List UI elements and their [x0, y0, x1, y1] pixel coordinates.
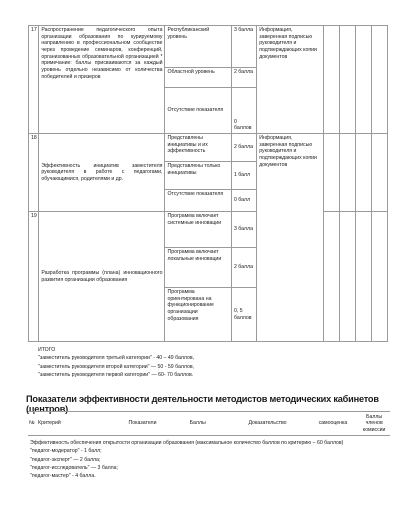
methodist-table-header [28, 411, 390, 436]
indicator-score: 3 балла [231, 26, 256, 68]
row-number: 18 [29, 134, 39, 212]
list-item: "педагог-исследователь" — 3 балла; [30, 464, 118, 471]
empty-cell [323, 26, 339, 134]
indicator-score: 2 балла [231, 68, 256, 88]
row-number: 19 [29, 212, 39, 342]
indicator-score: 1 балл [231, 162, 256, 190]
indicator-label: Отсутствие показателя [165, 88, 232, 134]
empty-cell [355, 212, 371, 342]
indicator-label: Отсутствие показателя [165, 190, 232, 212]
criteria-table [28, 25, 388, 342]
total-summary [38, 346, 378, 379]
indicator-score: 0 балл [231, 190, 256, 212]
indicator-label: Программа ориентирована на функционирование организации образования [165, 288, 232, 342]
total-line: "заместитель руководителя второй категории" — 50 - 59 баллов, [38, 363, 195, 370]
empty-cell [355, 134, 371, 212]
table-row [29, 26, 388, 68]
evidence-cell: Информация, заверенная подписью руководителя и подтверждающих копии документов [257, 26, 324, 134]
header-indicators: Показатели [128, 412, 189, 436]
empty-cell [339, 212, 355, 342]
empty-cell [339, 134, 355, 212]
table-header-row [28, 412, 390, 436]
list-item: "педагог-мастер" - 4 балла. [30, 473, 96, 480]
empty-cell [339, 26, 355, 134]
header-commission-points: Баллы членов комиссии [358, 412, 390, 436]
indicator-label: Программа включает локальные инновации [165, 248, 232, 288]
criterion-description: Разработка программы (плана) инновационного развития организации образования [39, 212, 165, 342]
header-points: Баллы [189, 412, 248, 436]
list-item: "педагог-модератор" - 1 балл; [30, 448, 102, 455]
indicator-label: Представлены только инициативы [165, 162, 232, 190]
indicator-label: Программа включает системные инновации [165, 212, 232, 248]
openness-section [30, 439, 390, 481]
header-evidence: Доказательство [247, 412, 317, 436]
table-row [29, 212, 388, 248]
row-number: 17 [29, 26, 39, 134]
list-item: "педагог-эксперт" — 2 балла; [30, 456, 101, 463]
table-row [29, 134, 388, 162]
header-criterion: Критерий [37, 412, 128, 436]
criterion-description: Эффективность инициатив заместителя руководителя в работе с педагогами, обучающимися, родителями и др. [39, 134, 165, 212]
total-line: "заместитель руководителя первой категории" — 60- 70 баллов. [38, 371, 194, 378]
empty-cell [323, 212, 339, 342]
indicator-score: 3 балла [231, 212, 256, 248]
empty-cell [355, 26, 371, 134]
empty-cell [371, 134, 387, 212]
empty-cell [323, 134, 339, 212]
section-title: Эффективность обеспечения открытости организации образования (максимальное количество баллов по критерию – 60 баллов) [30, 440, 344, 446]
criterion-description: Распространение педагогического опыта организации образования по курируемому направлению в профессиональном сообществе через проведение семинаров, конференций, организованных образовательной организацией * примечание: баллы присваиваются за каждый уровень отдельно независимо от количества победителей и призеров [39, 26, 165, 134]
indicator-score: 2 балла [231, 248, 256, 288]
indicator-label: Республиканский уровень [165, 26, 232, 68]
indicator-score: 0, 5 баллов [231, 288, 256, 342]
header-self-assessment: самооценка [318, 412, 359, 436]
total-title: ИТОГО [38, 347, 56, 353]
indicator-label: Областной уровень [165, 68, 232, 88]
header-num: № [28, 412, 37, 436]
empty-cell [371, 212, 387, 342]
evidence-cell: Информация, заверенная подписью руководителя и подтверждающих копии документов [257, 134, 324, 342]
empty-cell [371, 26, 387, 134]
indicator-label: Представлены инициативы и их эффективность [165, 134, 232, 162]
indicator-score: 0 баллов [231, 88, 256, 134]
total-line: "заместитель руководителя третьей категории" - 40 – 49 баллов, [38, 355, 195, 362]
section-heading: Показатели эффективности деятельности методистов методических кабинетов (центров) [26, 394, 379, 414]
indicator-score: 2 балла [231, 134, 256, 162]
